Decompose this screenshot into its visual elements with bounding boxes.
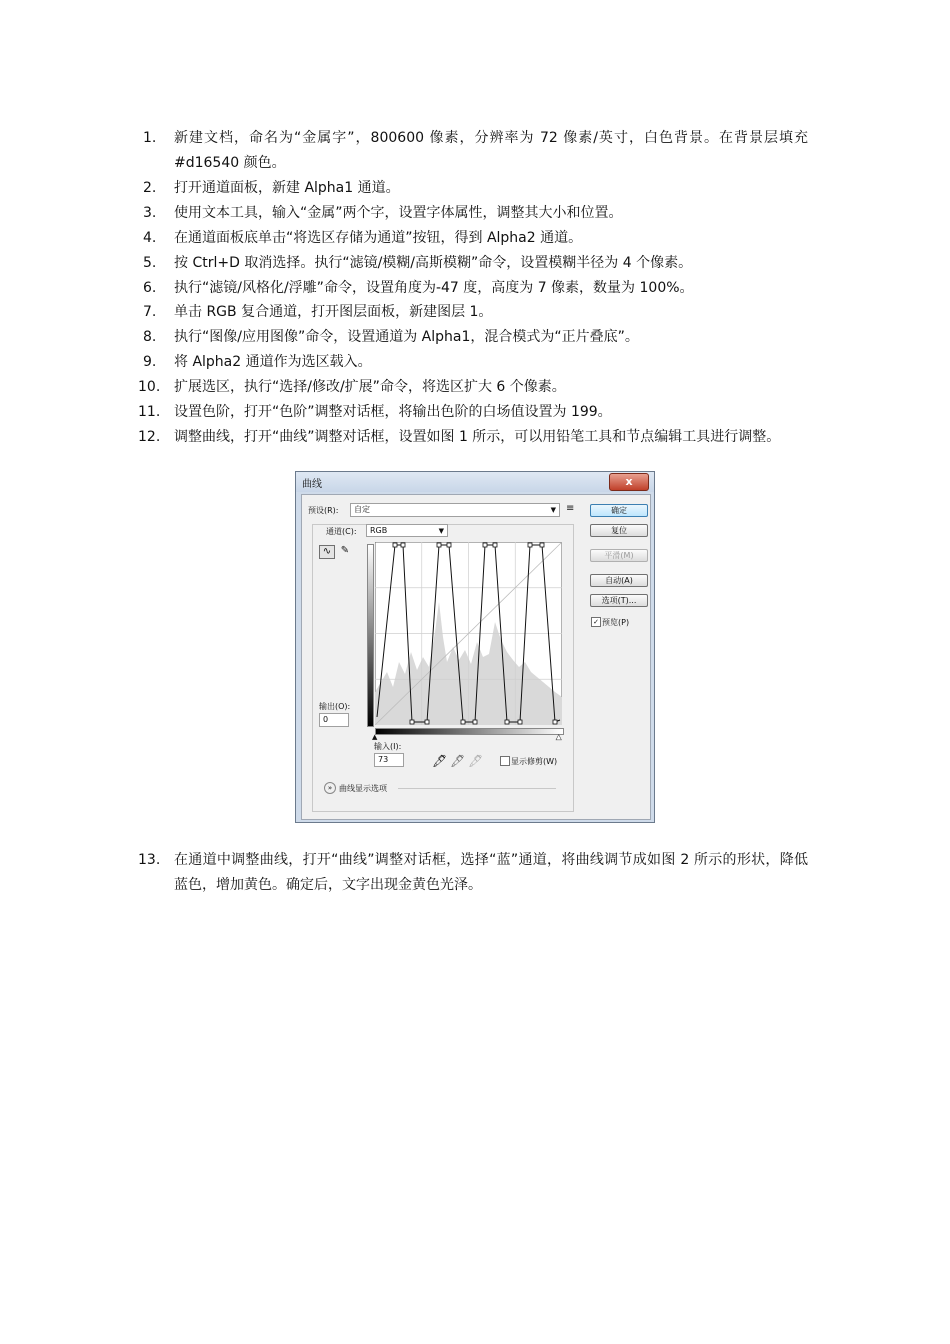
chevron-down-icon: ▼ (438, 527, 444, 535)
step-number: 10. (138, 379, 161, 395)
curve-options-label: 曲线显示选项 (339, 784, 387, 793)
step-text: 单击 RGB 复合通道，打开图层面板，新建图层 1。 (174, 304, 493, 320)
eyedropper-gray-icon[interactable]: 🖋 (450, 754, 466, 768)
pencil-icon[interactable]: ✎ (340, 545, 350, 556)
step-text: 按 Ctrl+D 取消选择。执行“滤镜/模糊/高斯模糊”命令，设置模糊半径为 4 个像素。 (174, 255, 693, 271)
step-number: 1. (143, 130, 157, 146)
preview-checkbox[interactable]: ✓ (591, 617, 601, 627)
step-text: 打开通道面板，新建 Alpha1 通道。 (174, 180, 400, 196)
curve-graph[interactable] (375, 542, 562, 725)
step-number: 12. (138, 429, 161, 445)
curve-point[interactable] (483, 543, 487, 547)
step-text: 执行“图像/应用图像”命令，设置通道为 Alpha1，混合模式为“正片叠底”。 (174, 329, 639, 345)
divider (398, 788, 556, 789)
expand-icon[interactable]: » (324, 782, 336, 794)
options-button[interactable]: 选项(T)... (590, 594, 648, 607)
input-gradient-bar (375, 728, 564, 735)
black-point-slider[interactable]: ▲ (372, 733, 378, 741)
preset-menu-icon[interactable]: ≡ (566, 503, 575, 514)
curve-point[interactable] (410, 720, 414, 724)
curve-point[interactable] (518, 720, 522, 724)
eyedropper-black-icon[interactable]: 🖋 (432, 754, 448, 768)
show-clipping-label: 显示修剪(W) (511, 757, 558, 766)
channel-label: 通道(C): (326, 527, 357, 536)
channel-select[interactable] (366, 524, 448, 537)
output-label: 输出(O): (319, 702, 351, 711)
preset-label: 预设(R): (308, 506, 339, 515)
input-field[interactable]: 73 (374, 753, 404, 767)
smooth-button[interactable]: 平滑(M) (590, 549, 648, 562)
curve-point[interactable] (528, 543, 532, 547)
step-text: 将 Alpha2 通道作为选区载入。 (174, 354, 372, 370)
white-point-slider[interactable]: ▲ (556, 733, 562, 741)
auto-button[interactable]: 自动(A) (590, 574, 648, 587)
curve-point[interactable] (473, 720, 477, 724)
close-button[interactable]: x (609, 473, 649, 491)
reset-button[interactable]: 复位 (590, 524, 648, 537)
preset-value: 自定 (354, 505, 370, 514)
step-number: 3. (143, 205, 157, 221)
step-text: 新建文档，命名为“金属字”，800600 像素，分辨率为 72 像素/英寸，白色背景。在背景层填充#d16540 颜色。 (174, 130, 808, 171)
curve-point[interactable] (493, 543, 497, 547)
dialog-titlebar (296, 472, 654, 492)
step-number: 4. (143, 230, 157, 246)
preset-select[interactable] (350, 503, 560, 517)
step-text: 执行“滤镜/风格化/浮雕”命令，设置角度为-47 度，高度为 7 像素，数量为 100%。 (174, 280, 694, 296)
dialog-body (301, 494, 651, 820)
step-number: 7. (143, 304, 157, 320)
curve-point[interactable] (553, 720, 557, 724)
step-text: 在通道面板底单击“将选区存储为通道”按钮，得到 Alpha2 通道。 (174, 230, 583, 246)
step-text: 设置色阶，打开“色阶”调整对话框，将输出色阶的白场值设置为 199。 (174, 404, 612, 420)
ok-button[interactable]: 确定 (590, 504, 648, 517)
output-gradient-bar (367, 544, 374, 727)
input-label: 输入(I): (374, 742, 402, 751)
curve-point[interactable] (393, 543, 397, 547)
step-number: 5. (143, 255, 157, 271)
channel-value: RGB (370, 526, 388, 535)
curves-dialog (295, 471, 655, 823)
curve-point[interactable] (461, 720, 465, 724)
step-number: 13. (138, 852, 161, 868)
curve-point[interactable] (437, 543, 441, 547)
step-text: 扩展选区，执行“选择/修改/扩展”命令，将选区扩大 6 个像素。 (174, 379, 566, 395)
curve-tool-icon[interactable]: ∿ (319, 545, 335, 559)
show-clipping-checkbox[interactable] (500, 756, 510, 766)
curve-point[interactable] (401, 543, 405, 547)
step-text: 调整曲线，打开“曲线”调整对话框，设置如图 1 所示，可以用铅笔工具和节点编辑工具进行调整。 (174, 429, 781, 445)
dialog-title: 曲线 (302, 479, 322, 490)
step-number: 6. (143, 280, 157, 296)
step-text: 使用文本工具，输入“金属”两个字，设置字体属性，调整其大小和位置。 (174, 205, 623, 221)
chevron-down-icon: ▼ (550, 506, 556, 514)
curve-point[interactable] (505, 720, 509, 724)
step-number: 8. (143, 329, 157, 345)
step-number: 11. (138, 404, 161, 420)
step-number: 9. (143, 354, 157, 370)
curve-point[interactable] (540, 543, 544, 547)
step-number: 2. (143, 180, 157, 196)
curve-point[interactable] (425, 720, 429, 724)
preview-label: 预览(P) (602, 618, 630, 627)
eyedropper-white-icon[interactable]: 🖋 (468, 754, 484, 768)
output-field[interactable]: 0 (319, 713, 349, 727)
curve-point[interactable] (447, 543, 451, 547)
step-text: 在通道中调整曲线，打开“曲线”调整对话框，选择“蓝”通道，将曲线调节成如图 2 所示的形状，降低蓝色，增加黄色。确定后，文字出现金黄色光泽。 (174, 852, 808, 893)
